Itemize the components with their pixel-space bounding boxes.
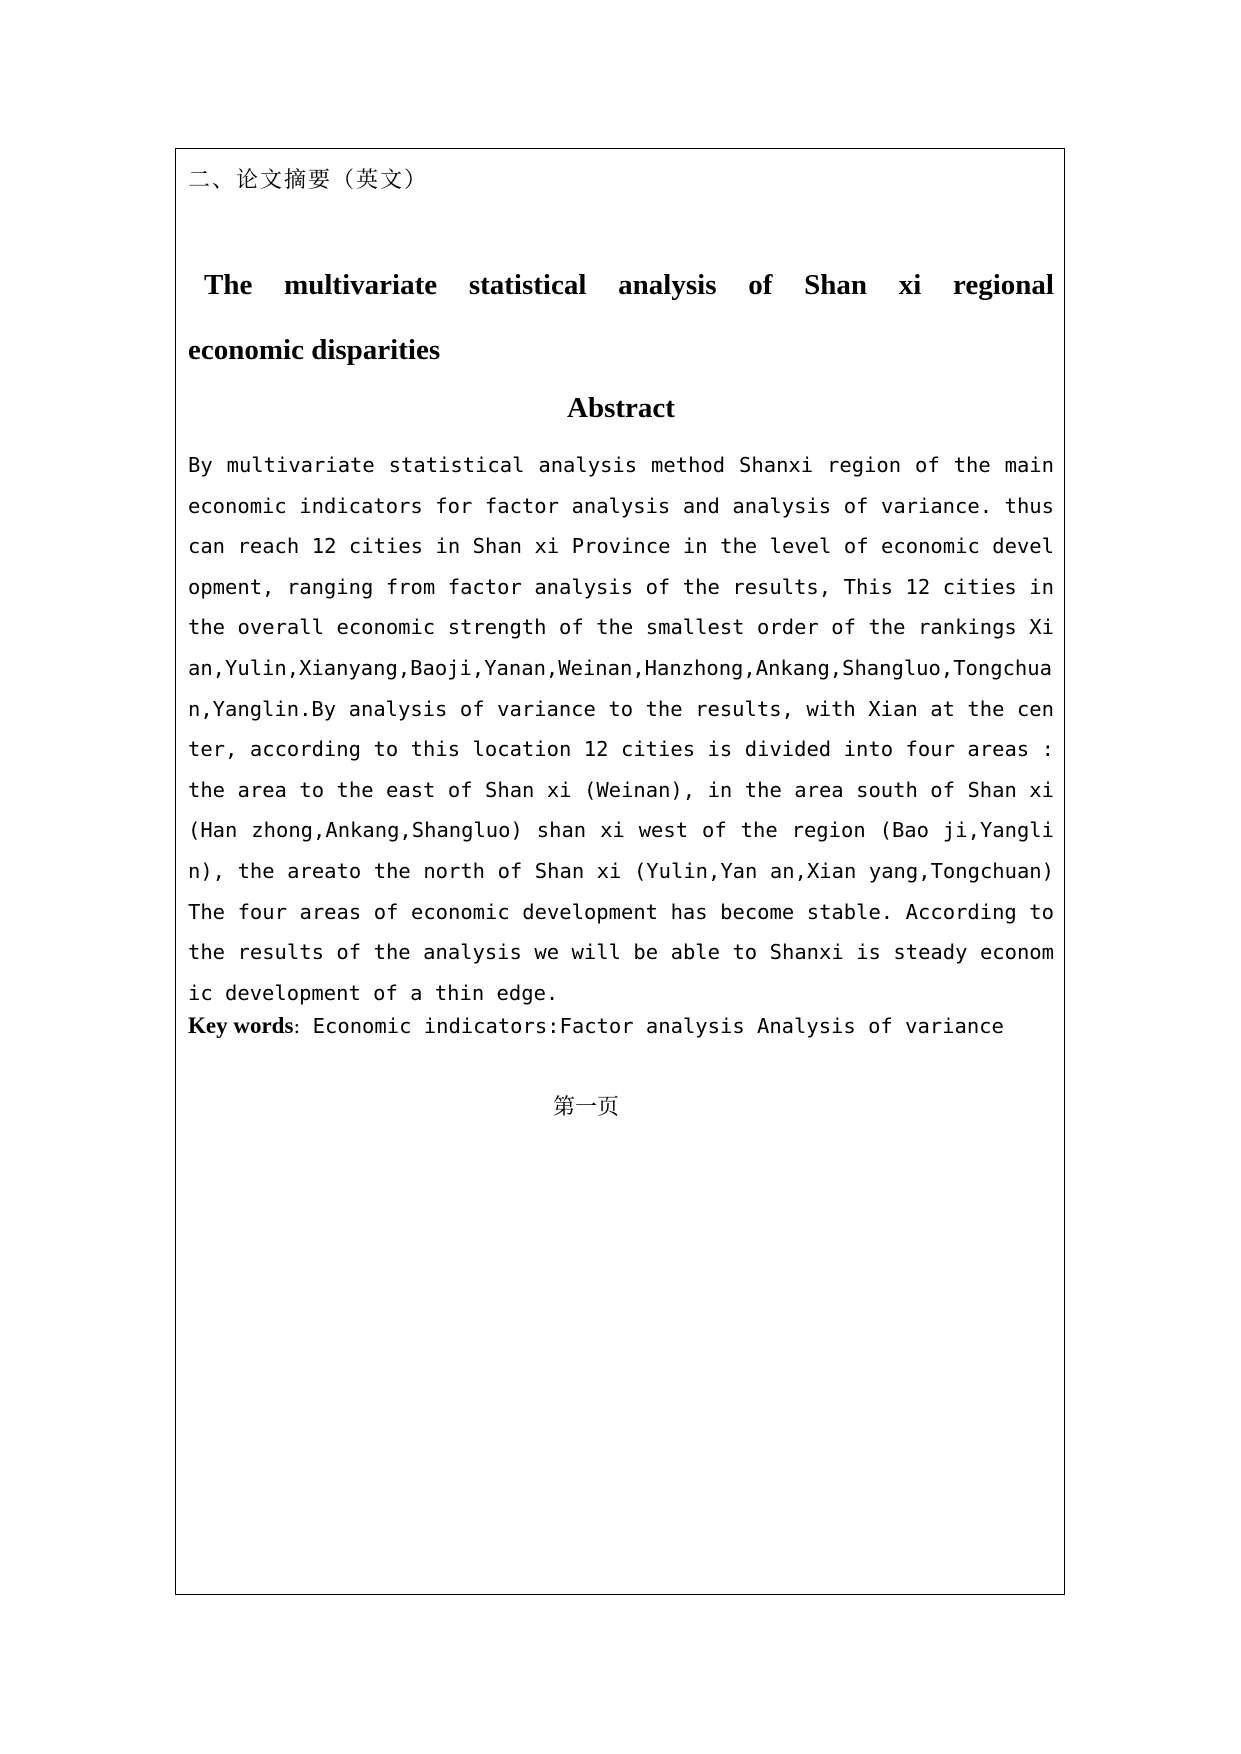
paper-title-line-2: economic disparities [188,334,441,366]
paper-title-line-1: The multivariate statistical analysis of Shan xi regional [204,269,1054,301]
section-heading: 二、论文摘要（英文） [188,168,429,193]
keywords-label: Key words [188,1013,294,1038]
keywords-separator: : [293,1014,301,1038]
abstract-heading: Abstract [567,392,675,424]
keywords-line [188,1006,1054,1046]
page-number: 第一页 [552,1095,619,1120]
paper-title [188,253,1054,383]
keywords-text: Economic indicators:Factor analysis Analysis of variance [300,1014,1004,1038]
abstract-frame [175,148,1065,1595]
abstract-text: By multivariate statistical analysis method Shanxi region of the main economic indicators for factor analysis and analysis of variance. thus can reach 12 cities in Shan xi Province in the level of economic development, ranging from factor analysis of the results, This 12 cities in the overall economic strength of the smallest order of the rankings Xian,Yulin,Xianyang,Baoji,Yanan,Weinan,Hanzhong,Ankang,Shangluo,Tongchuan,Yanglin.By analysis of variance to the results, with Xian at the center, according to this location 12 cities is divided into four areas : the area to the east of Shan xi (Weinan), in the area south of Shan xi (Han zhong,Ankang,Shangluo) shan xi west of the region (Bao ji,Yanglin), the areato the north of Shan xi (Yulin,Yan an,Xian yang,Tongchuan) The four areas of economic development has become stable. According to the results of the analysis we will be able to Shanxi is steady economic development of a thin edge. [188,453,1054,1005]
